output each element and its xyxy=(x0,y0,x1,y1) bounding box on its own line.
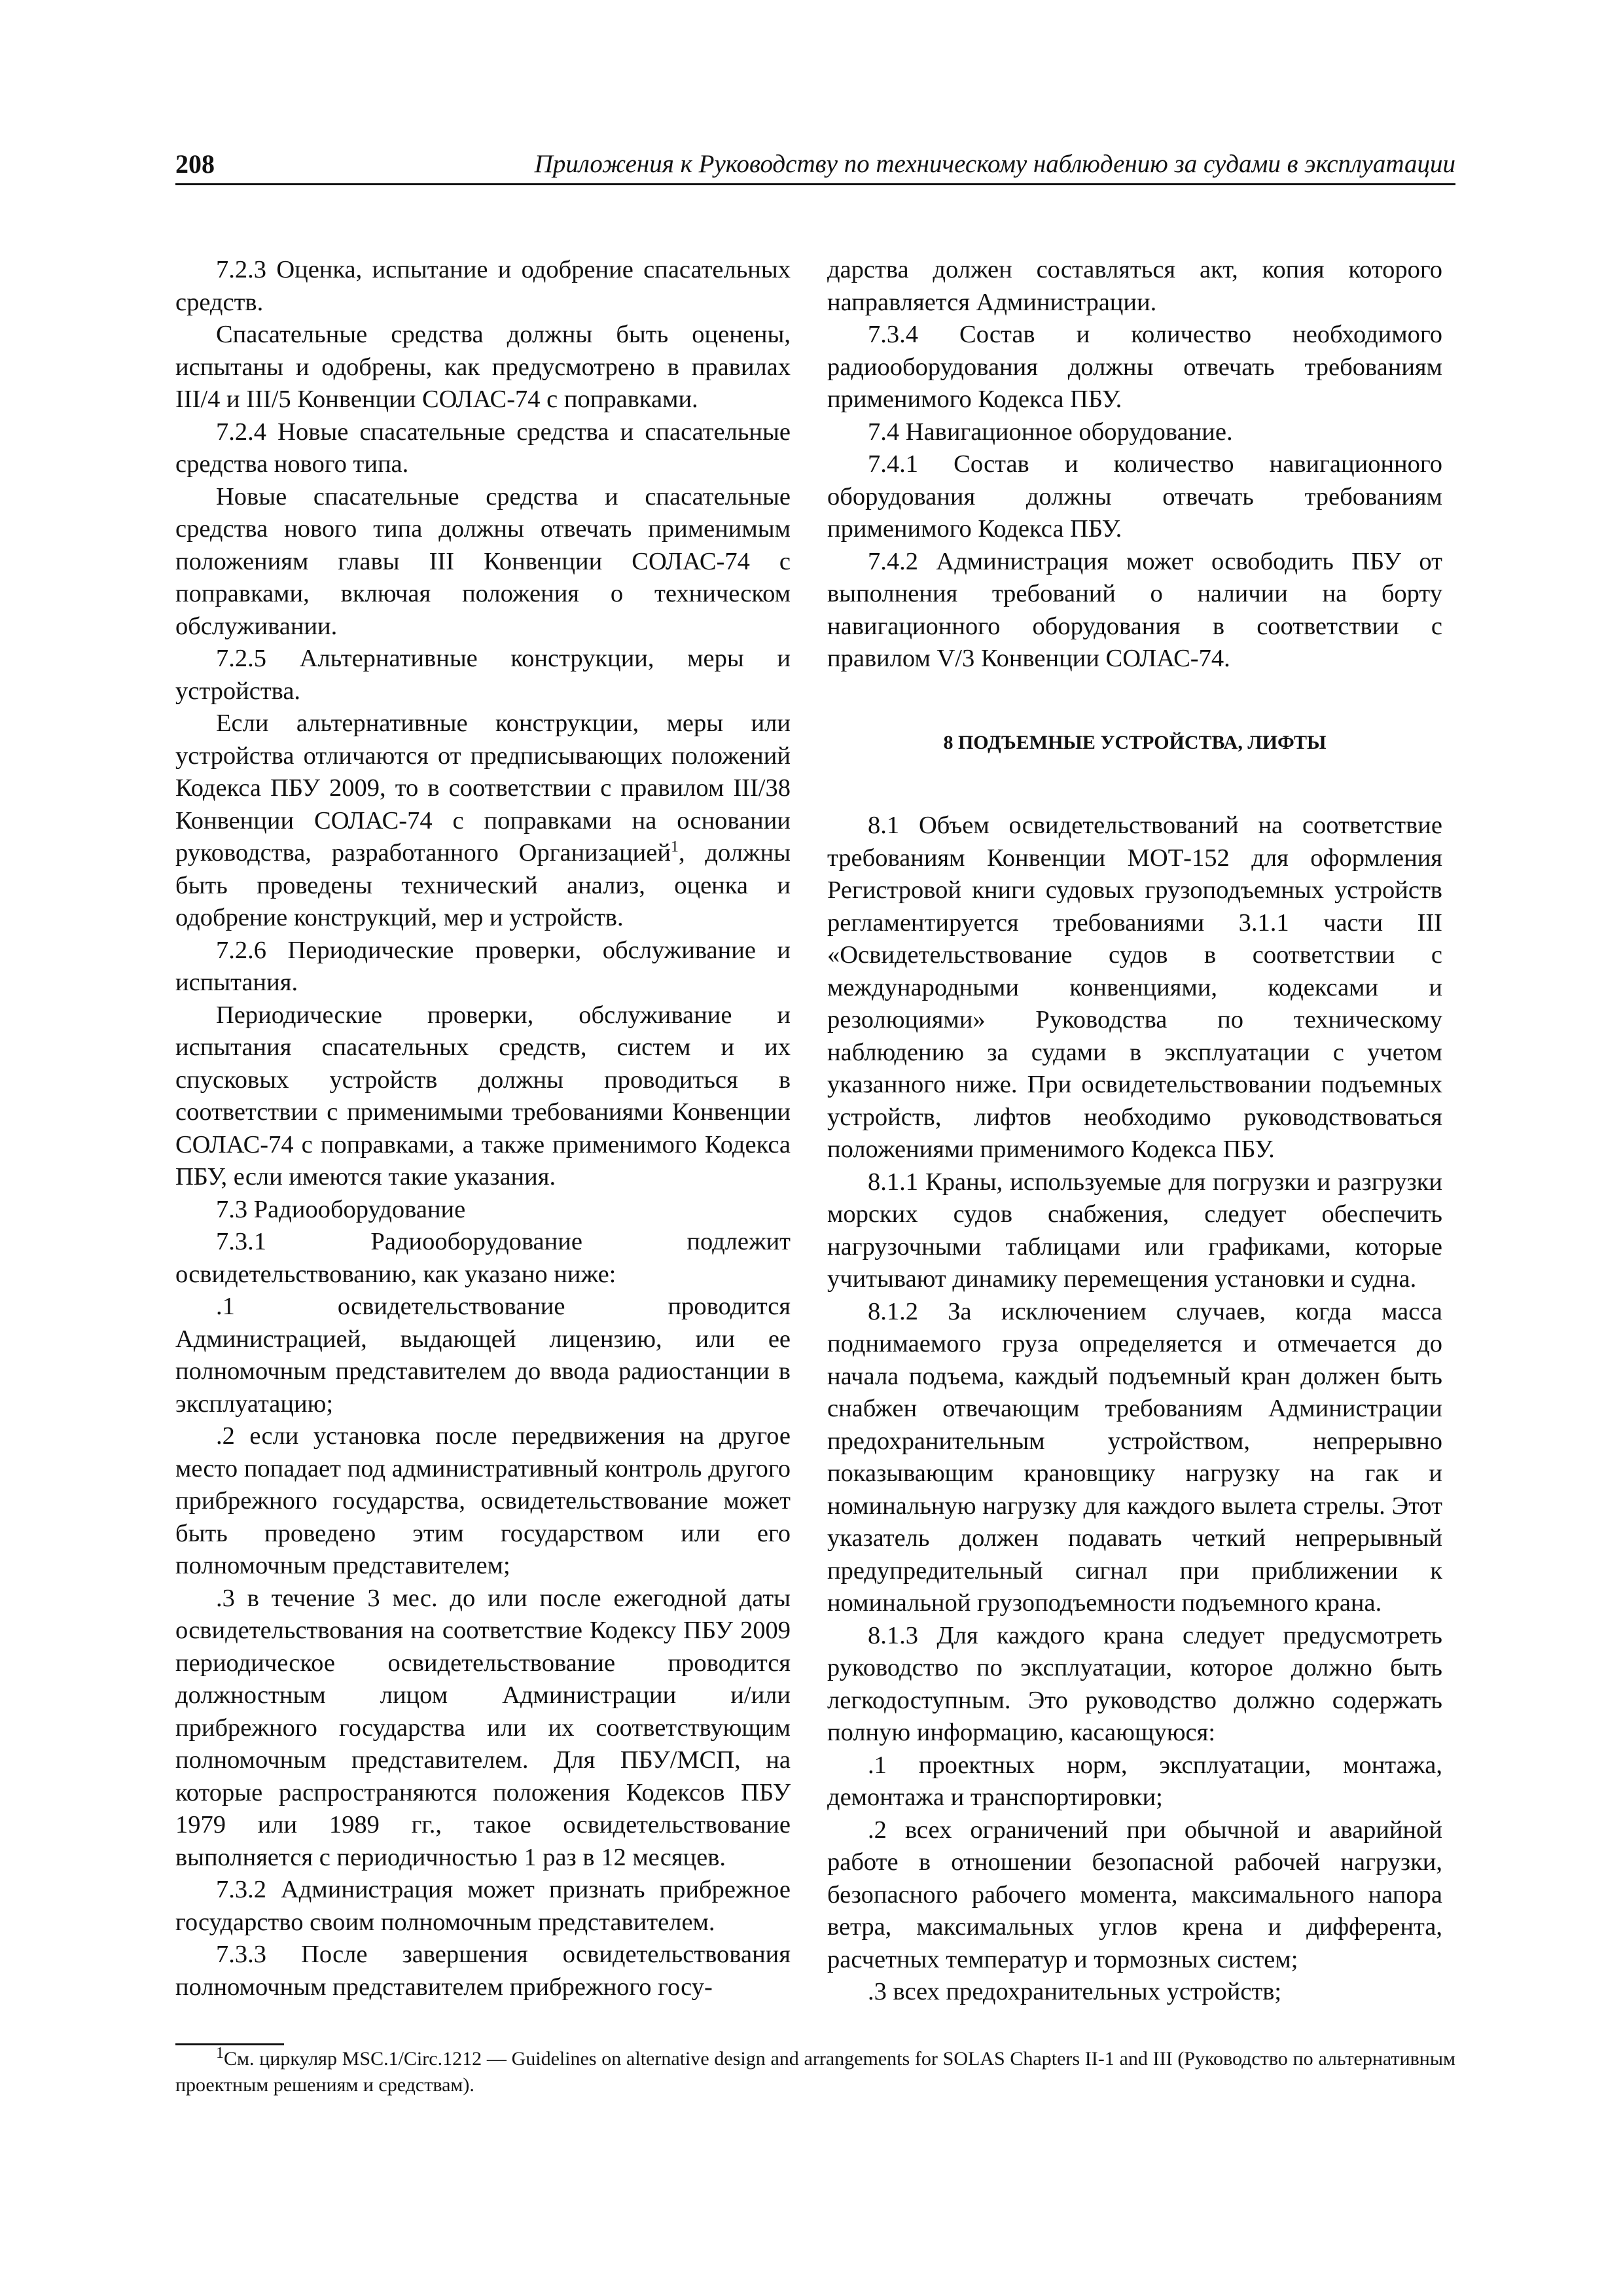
paragraph: Периодические проверки, обслуживание и испытания спасательных средств, систем и их спусковых устройств должны проводиться в соответствии с применимыми требованиями Конвенции СОЛАС-74 с поправками, а также применимого Кодекса ПБУ, если имеются такие указания. xyxy=(175,1001,791,1191)
paragraph: 7.4.1 Состав и количество навигационного оборудования должны отвечать требованиям применимого Кодекса ПБУ. xyxy=(827,450,1442,543)
paragraph: дарства должен составляться акт, копия которого направляется Администрации. xyxy=(827,256,1442,316)
paragraph: 7.2.4 Новые спасательные средства и спасательные средства нового типа. xyxy=(175,418,791,478)
paragraph: 7.4.2 Администрация может освободить ПБУ от выполнения требований о наличии на борту навигационного оборудования в соответствии с правилом V/3 Конвенции СОЛАС-74. xyxy=(827,547,1442,672)
paragraph: .3 в течение 3 мес. до или после ежегодной даты освидетельствования на соответствие Кодексу ПБУ 2009 периодическое освидетельствование проводится должностным лицом Администрации и/или прибрежного государства или их соответствующим полномочным представителем. Для ПБУ/МСП, на которые распространяются положения Кодексов ПБУ 1979 или 1989 гг., такое освидетельствование выполняется с периодичностью 1 раз в 12 месяцев. xyxy=(175,1584,791,1871)
footnote-marker: 1 xyxy=(216,2045,224,2062)
footnote-text: См. циркуляр MSC.1/Circ.1212 — Guidelines on alternative design and arrangements for SOLAS Chapters II-1 and III (Руководство по альтернативным проектным решениям и средствам). xyxy=(175,2048,1455,2096)
page-number: 208 xyxy=(175,149,215,179)
footnote xyxy=(175,2046,1455,2098)
paragraph-text: Если альтернативные конструкции, меры или устройства отличаются от предписывающих положений Кодекса ПБУ 2009, то в соответствии с правилом III/38 Конвенции СОЛАС-74 с поправками на основании руководства, разработанного Организацией xyxy=(175,709,791,867)
paragraph: 7.3.2 Администрация может признать прибрежное государство своим полномочным представителем. xyxy=(175,1876,791,1936)
paragraph: 7.3 Радиооборудование xyxy=(216,1195,466,1223)
paragraph: 7.2.6 Периодические проверки, обслуживание и испытания. xyxy=(175,936,791,996)
paragraph: 7.3.1 Радиооборудование подлежит освидетельствованию, как указано ниже: xyxy=(175,1228,791,1288)
paragraph: 7.2.5 Альтернативные конструкции, меры и устройства. xyxy=(175,645,791,705)
paragraph-text: , должны быть проведены технический анализ, оценка и одобрение конструкций, мер и устройств. xyxy=(175,839,791,931)
paragraph: 7.3.3 После завершения освидетельствования полномочным представителем прибрежного госу- xyxy=(175,1941,791,2001)
section-heading: 8 ПОДЪЕМНЫЕ УСТРОЙСТВА, ЛИФТЫ xyxy=(943,731,1327,753)
paragraph: 7.2.3 Оценка, испытание и одобрение спасательных средств. xyxy=(175,256,791,316)
left-column xyxy=(175,254,791,2003)
right-column xyxy=(827,254,1442,2009)
spacer xyxy=(827,675,1442,726)
paragraph: 8.1.3 Для каждого крана следует предусмотреть руководство по эксплуатации, которое должно быть легкодоступным. Это руководство должно содержать полную информацию, касающуюся: xyxy=(827,1621,1442,1746)
paragraph: .2 если установка после передвижения на другое место попадает под административный контроль другого прибрежного государства, освидетельствование может быть проведено этим государством или его полномочным представителем; xyxy=(175,1422,791,1579)
paragraph: .3 всех предохранительных устройств; xyxy=(868,1978,1282,2005)
page-header xyxy=(175,149,1455,185)
paragraph: 8.1 Объем освидетельствований на соответствие требованиям Конвенции МОТ-152 для оформления Регистровой книги судовых грузоподъемных устройств регламентируется требованиями 3.1.1 части III «Освидетельствование судов в соответствии с международными конвенциями, кодексами и резолюциями» Руководства по техническому наблюдению за судами в эксплуатации с учетом указанного ниже. При освидетельствовании подъемных устройств, лифтов необходимо руководствоваться положениями применимого Кодекса ПБУ. xyxy=(827,812,1442,1163)
running-title: Приложения к Руководству по техническому наблюдению за судами в эксплуатации xyxy=(534,150,1455,178)
footnote-divider xyxy=(175,2043,284,2045)
paragraph: Спасательные средства должны быть оценены, испытаны и одобрены, как предусмотрено в правилах III/4 и III/5 Конвенции СОЛАС-74 с поправками. xyxy=(175,321,791,413)
paragraph: 7.4 Навигационное оборудование. xyxy=(868,418,1233,446)
paragraph: 8.1.2 За исключением случаев, когда масса поднимаемого груза определяется и отмечается до начала подъема, каждый подъемный кран должен быть снабжен отвечающим требованиям Администрации предохранительным устройством, непрерывно показывающим крановщику нагрузку на гак и номинальную нагрузку для каждого вылета стрелы. Этот указатель должен подавать четкий непрерывный предупредительный сигнал при приближении к номинальной грузоподъемности подъемного крана. xyxy=(827,1297,1442,1617)
paragraph: .1 проектных норм, эксплуатации, монтажа, демонтажа и транспортировки; xyxy=(827,1751,1442,1811)
paragraph xyxy=(175,708,791,935)
paragraph: 7.3.4 Состав и количество необходимого радиооборудования должны отвечать требованиям применимого Кодекса ПБУ. xyxy=(827,321,1442,413)
paragraph: Новые спасательные средства и спасательные средства нового типа должны отвечать применимым положениям главы III Конвенции СОЛАС-74 с поправками, включая положения о техническом обслуживании. xyxy=(175,482,791,640)
paragraph: .1 освидетельствование проводится Администрацией, выдающей лицензию, или ее полномочным представителем до ввода радиостанции в эксплуатацию; xyxy=(175,1293,791,1418)
footnote-reference: 1 xyxy=(670,838,679,856)
spacer xyxy=(827,759,1442,810)
paragraph: 8.1.1 Краны, используемые для погрузки и разгрузки морских судов снабжения, следует обеспечить нагрузочными таблицами или графиками, которые учитывают динамику перемещения установки и судна. xyxy=(827,1168,1442,1293)
paragraph: .2 всех ограничений при обычной и аварийной работе в отношении безопасной рабочей нагрузки, безопасного рабочего момента, максимального напора ветра, максимальных углов крена и дифферента, расчетных температур и тормозных систем; xyxy=(827,1816,1442,1973)
